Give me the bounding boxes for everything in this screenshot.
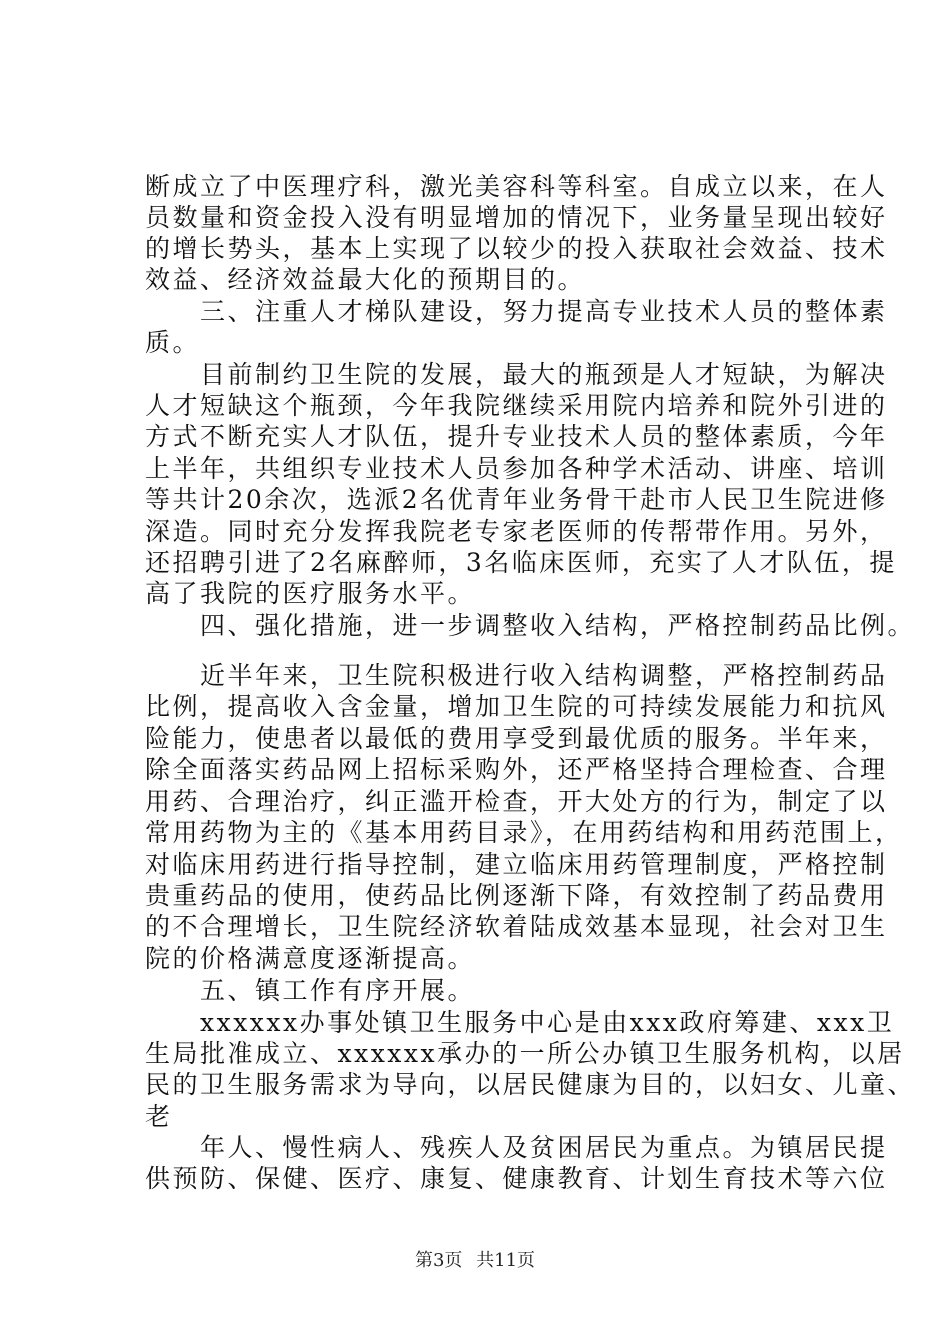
- text-line: 用药、合理治疗，纠正滥开检查，开大处方的行为，制定了以: [145, 787, 888, 816]
- text-line: 方式不断充实人才队伍，提升专业技术人员的整体素质，今年: [145, 422, 888, 451]
- text-line: 常用药物为主的《基本用药目录》，在用药结构和用药范围上，: [145, 818, 903, 847]
- text-line: 效益、经济效益最大化的预期目的。: [145, 265, 586, 294]
- text-line: 断成立了中医理疗科，激光美容科等科室。自成立以来，在人: [145, 172, 888, 201]
- text-line: 上半年，共组织专业技术人员参加各种学术活动、讲座、培训: [145, 454, 888, 483]
- section-heading: 三、注重人才梯队建设，努力提高专业技术人员的整体素: [145, 297, 888, 326]
- page-footer: [0, 1246, 950, 1272]
- text-line: 等共计20余次，选派2名优青年业务骨干赴市人民卫生院进修: [145, 485, 888, 514]
- text-line: 还招聘引进了2名麻醉师，3名临床医师，充实了人才队伍，提: [145, 548, 897, 577]
- text-line: xxxxxx办事处镇卫生服务中心是由xxx政府筹建、xxx卫: [145, 1008, 895, 1037]
- text-line: 比例，提高收入含金量，增加卫生院的可持续发展能力和抗风: [145, 692, 888, 721]
- page-number: 第3页: [414, 1250, 463, 1271]
- text-line: 目前制约卫生院的发展，最大的瓶颈是人才短缺，为解决: [145, 360, 888, 389]
- text-line: 的增长势头，基本上实现了以较少的投入获取社会效益、技术: [145, 234, 888, 263]
- text-line: 人才短缺这个瓶颈，今年我院继续采用院内培养和院外引进的: [145, 391, 888, 420]
- text-line: 险能力，使患者以最低的费用享受到最优质的服务。半年来，: [145, 724, 888, 753]
- text-line: 院的价格满意度逐渐提高。: [145, 944, 476, 973]
- text-line: 供预防、保健、医疗、康复、健康教育、计划生育技术等六位: [145, 1164, 888, 1193]
- text-line: 民的卫生服务需求为导向，以居民健康为目的，以妇女、儿童、: [145, 1070, 916, 1099]
- page-total: 共11页: [476, 1250, 536, 1271]
- text-line: 员数量和资金投入没有明显增加的情况下，业务量呈现出较好: [145, 203, 888, 232]
- text-line: 的不合理增长，卫生院经济软着陆成效基本显现，社会对卫生: [145, 912, 888, 941]
- text-line: 老: [145, 1102, 173, 1131]
- text-line: 年人、慢性病人、残疾人及贫困居民为重点。为镇居民提: [145, 1133, 888, 1162]
- text-line: 对临床用药进行指导控制，建立临床用药管理制度，严格控制: [145, 850, 888, 879]
- text-line: 深造。同时充分发挥我院老专家老医师的传帮带作用。另外，: [145, 517, 888, 546]
- text-line: 除全面落实药品网上招标采购外，还严格坚持合理检查、合理: [145, 755, 888, 784]
- section-heading-cont: 质。: [145, 328, 201, 357]
- section-heading: 五、镇工作有序开展。: [145, 976, 476, 1005]
- text-line: 贵重药品的使用，使药品比例逐渐下降，有效控制了药品费用: [145, 881, 888, 910]
- section-heading: 四、强化措施，进一步调整收入结构，严格控制药品比例。: [145, 611, 916, 640]
- text-line: 生局批准成立、xxxxxx承办的一所公办镇卫生服务机构，以居: [145, 1039, 905, 1068]
- text-line: 高了我院的医疗服务水平。: [145, 579, 476, 608]
- text-line: 近半年来，卫生院积极进行收入结构调整，严格控制药品: [145, 661, 888, 690]
